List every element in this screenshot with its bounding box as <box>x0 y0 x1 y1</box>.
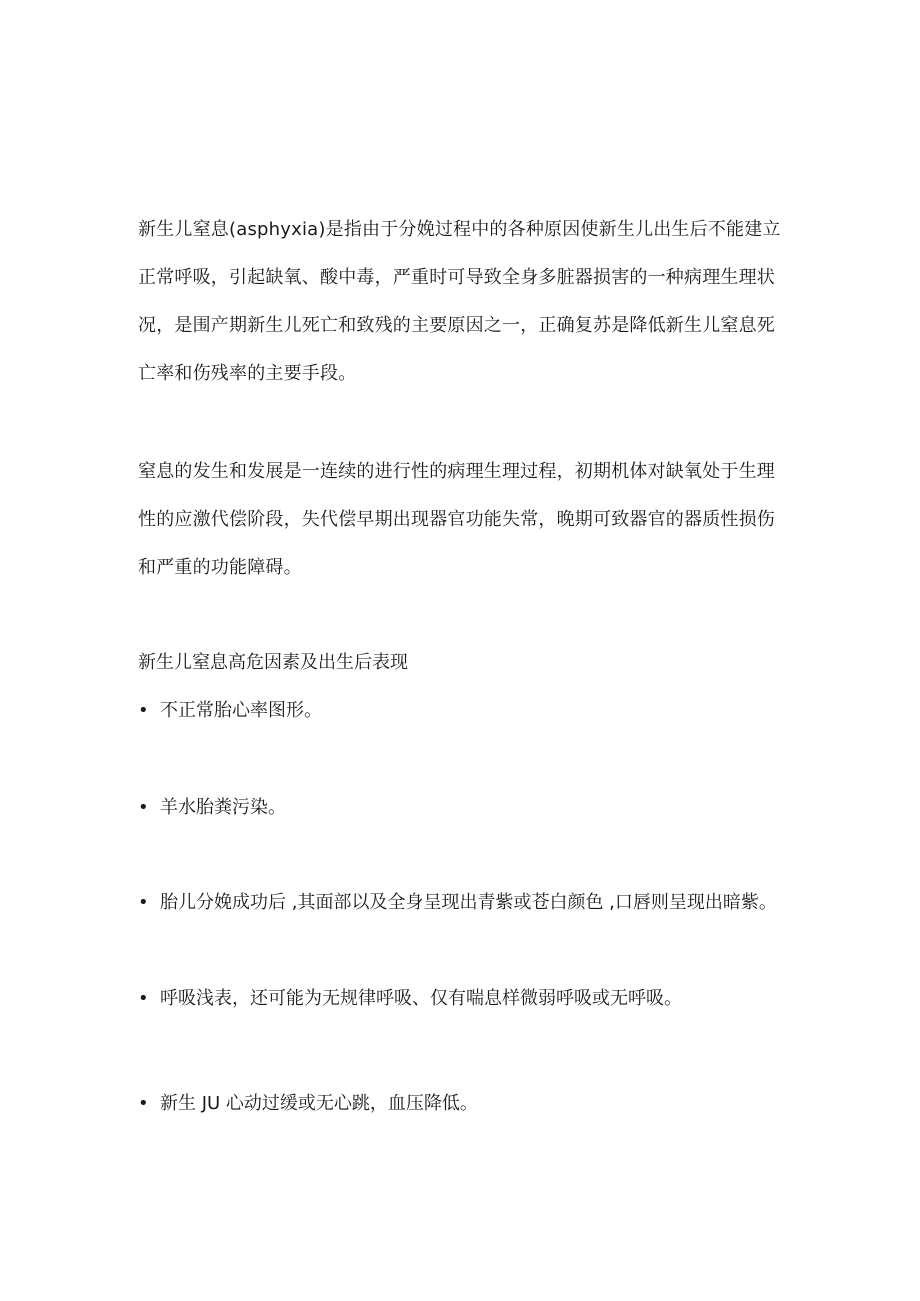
list-item-text: 胎儿分娩成功后 ,其面部以及全身呈现出青紫或苍白颜色 ,口唇则呈现出暗紫。 <box>160 892 777 913</box>
pathophysiology-paragraph: 窒息的发生和发展是一连续的进行性的病理生理过程，初期机体对缺氧处于生理性的应激代偿阶段，失代偿早期出现器官功能失常，晚期可致器官的器质性损伤和严重的功能障碍。 <box>138 461 775 578</box>
list-item-text: 不正常胎心率图形。 <box>160 700 322 721</box>
bullet-icon: • <box>138 1093 149 1114</box>
bullet-icon: • <box>138 988 149 1009</box>
list-item-text: 羊水胎粪污染。 <box>160 797 286 818</box>
list-item-text: 新生 JU 心动过缓或无心跳，血压降低。 <box>160 1093 478 1114</box>
section-heading: 新生儿窒息高危因素及出生后表现 <box>138 652 408 673</box>
bullet-icon: • <box>138 797 149 818</box>
list-item-text: 呼吸浅表，还可能为无规律呼吸、仅有喘息样微弱呼吸或无呼吸。 <box>160 988 682 1009</box>
intro-paragraph: 新生儿窒息(asphyxia)是指由于分娩过程中的各种原因使新生儿出生后不能建立正常呼吸，引起缺氧、酸中毒，严重时可导致全身多脏器损害的一种病理生理状况，是围产期新生儿死亡和致残的主要原因之一，正确复苏是降低新生儿窒息死亡率和伤残率的主要手段。 <box>138 219 781 384</box>
bullet-icon: • <box>138 892 149 913</box>
bullet-icon: • <box>138 700 149 721</box>
